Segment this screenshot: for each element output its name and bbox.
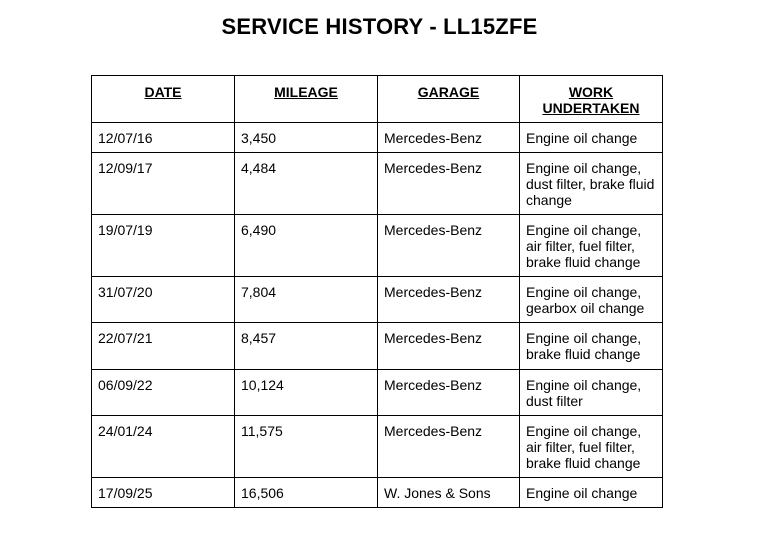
cell-mileage: 11,575 — [235, 416, 378, 478]
table-row — [92, 277, 663, 323]
cell-garage: Mercedes-Benz — [378, 416, 520, 478]
header-date: DATE — [92, 76, 235, 123]
cell-date: 24/01/24 — [92, 416, 235, 478]
cell-mileage: 6,490 — [235, 215, 378, 277]
cell-garage: Mercedes-Benz — [378, 370, 520, 416]
table-header-row — [92, 76, 663, 123]
table-row — [92, 478, 663, 508]
cell-mileage: 4,484 — [235, 153, 378, 215]
cell-mileage: 10,124 — [235, 370, 378, 416]
cell-garage: Mercedes-Benz — [378, 123, 520, 153]
cell-date: 06/09/22 — [92, 370, 235, 416]
cell-work: Engine oil change, air filter, fuel filter, brake fluid change — [520, 416, 663, 478]
cell-garage: Mercedes-Benz — [378, 277, 520, 323]
table-row — [92, 215, 663, 277]
header-mileage: MILEAGE — [235, 76, 378, 123]
document-title: SERVICE HISTORY - LL15ZFE — [221, 14, 538, 39]
cell-mileage: 3,450 — [235, 123, 378, 153]
cell-garage: W. Jones & Sons — [378, 478, 520, 508]
cell-work: Engine oil change, dust filter, brake fluid change — [520, 153, 663, 215]
cell-date: 31/07/20 — [92, 277, 235, 323]
table-row — [92, 323, 663, 370]
cell-mileage: 16,506 — [235, 478, 378, 508]
table-row — [92, 416, 663, 478]
cell-date: 12/07/16 — [92, 123, 235, 153]
cell-date: 12/09/17 — [92, 153, 235, 215]
header-work-undertaken: WORK UNDERTAKEN — [520, 76, 663, 123]
cell-work: Engine oil change — [520, 123, 663, 153]
cell-work: Engine oil change, air filter, fuel filter, brake fluid change — [520, 215, 663, 277]
table-row — [92, 370, 663, 416]
cell-work: Engine oil change, brake fluid change — [520, 323, 663, 370]
cell-garage: Mercedes-Benz — [378, 153, 520, 215]
cell-date: 17/09/25 — [92, 478, 235, 508]
cell-garage: Mercedes-Benz — [378, 323, 520, 370]
table-row — [92, 153, 663, 215]
cell-mileage: 8,457 — [235, 323, 378, 370]
table-row — [92, 123, 663, 153]
cell-date: 22/07/21 — [92, 323, 235, 370]
service-history-table — [91, 75, 663, 508]
cell-date: 19/07/19 — [92, 215, 235, 277]
cell-garage: Mercedes-Benz — [378, 215, 520, 277]
cell-work: Engine oil change, gearbox oil change — [520, 277, 663, 323]
cell-work: Engine oil change — [520, 478, 663, 508]
cell-work: Engine oil change, dust filter — [520, 370, 663, 416]
header-garage: GARAGE — [378, 76, 520, 123]
cell-mileage: 7,804 — [235, 277, 378, 323]
